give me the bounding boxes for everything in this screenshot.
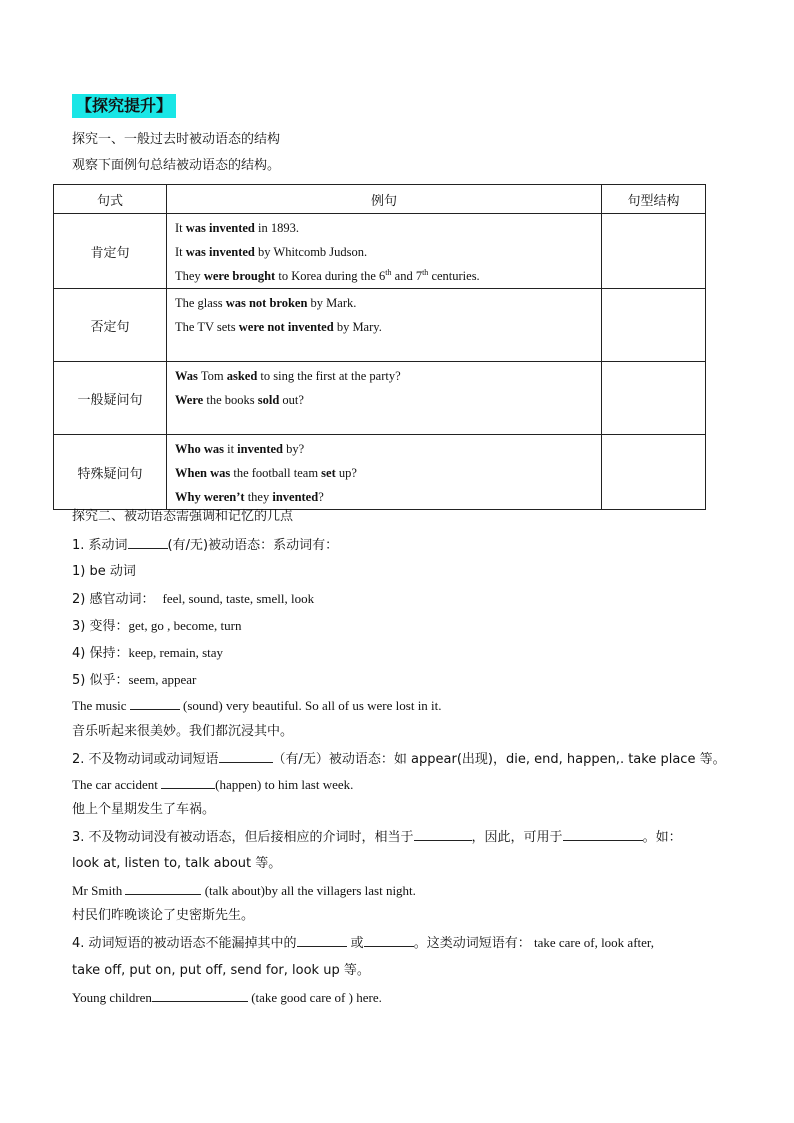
answer-blank[interactable]: [297, 934, 347, 947]
passive-structure-table: [53, 184, 706, 510]
table-row-wh-question: [54, 435, 706, 510]
answer-blank[interactable]: [364, 934, 414, 947]
table-header-row: [54, 185, 706, 214]
exercise-sentence: Young children (take good care of ) here.: [72, 990, 382, 1005]
example-sentence: The glass was not broken by Mark.: [175, 296, 357, 310]
point-three: 3. 不及物动词没有被动语态，但后接相应的介词时，相当于 ，因此，可用于 。如：: [72, 830, 682, 845]
exercise-translation: 他上个星期发生了车祸。: [72, 802, 216, 817]
linking-verb-item: 1) be 动词: [72, 564, 136, 579]
row-label: 特殊疑问句: [54, 435, 167, 510]
linking-verb-item: 5) 似乎：seem, appear: [72, 672, 197, 688]
inquiry-one-title: 探究一、一般过去时被动语态的结构: [72, 132, 281, 147]
structure-answer-cell[interactable]: [602, 289, 706, 362]
example-sentence: When was the football team set up?: [175, 466, 357, 480]
structure-answer-cell[interactable]: [602, 214, 706, 289]
linking-verb-item: 3) 变得：get, go , become, turn: [72, 618, 242, 634]
answer-blank[interactable]: [130, 697, 180, 710]
example-sentence: The TV sets were not invented by Mary.: [175, 320, 382, 334]
example-sentence: Who was it invented by?: [175, 442, 305, 456]
table-row-negative: [54, 289, 706, 362]
answer-blank[interactable]: [219, 750, 273, 763]
example-sentence: It was invented in 1893.: [175, 221, 299, 235]
structure-answer-cell[interactable]: [602, 362, 706, 435]
example-sentence: Were the books sold out?: [175, 393, 304, 407]
example-sentence: Why weren’t they invented?: [175, 490, 324, 504]
exercise-translation: 音乐听起来很美妙。我们都沉浸其中。: [72, 724, 294, 739]
example-sentence: They were brought to Korea during the 6th and 7th centuries.: [175, 267, 480, 283]
answer-blank[interactable]: [125, 882, 201, 895]
exercise-translation: 村民们昨晚谈论了史密斯先生。: [72, 908, 255, 923]
example-cell: [167, 435, 602, 510]
answer-blank[interactable]: [414, 828, 472, 841]
example-sentence: It was invented by Whitcomb Judson.: [175, 245, 368, 259]
point-four-examples: take off, put on, put off, send for, look up 等。: [72, 963, 370, 978]
example-cell: [167, 289, 602, 362]
inquiry-one-instruction: 观察下面例句总结被动语态的结构。: [72, 158, 281, 173]
exercise-sentence: The music (sound) very beautiful. So all of us were lost in it.: [72, 698, 442, 713]
point-four: 4. 动词短语的被动语态不能漏掉其中的 或 。这类动词短语有： take care of, look after,: [72, 935, 654, 951]
example-cell: [167, 214, 602, 289]
inquiry-two-title: 探究二、被动语态需强调和记忆的几点: [72, 509, 294, 524]
example-cell: [167, 362, 602, 435]
linking-verb-item: 4) 保持：keep, remain, stay: [72, 645, 224, 661]
answer-blank[interactable]: [152, 989, 248, 1002]
header-example: 例句: [167, 185, 602, 214]
structure-answer-cell[interactable]: [602, 435, 706, 510]
answer-blank[interactable]: [128, 536, 168, 549]
linking-verb-item: 2) 感官动词： feel, sound, taste, smell, look: [72, 591, 315, 607]
exercise-sentence: The car accident (happen) to him last week.: [72, 777, 354, 792]
answer-blank[interactable]: [161, 776, 215, 789]
example-sentence: Was Tom asked to sing the first at the party?: [175, 369, 401, 383]
row-label: 肯定句: [54, 214, 167, 289]
header-structure: 句型结构: [602, 185, 706, 214]
point-one: 1. 系动词 (有/无)被动语态：系动词有：: [72, 538, 339, 553]
point-two: 2. 不及物动词或动词短语 （有/无）被动语态：如 appear(出现)，die, end, happen,. take place 等。: [72, 752, 726, 767]
header-sentence-type: 句式: [54, 185, 167, 214]
table-row-affirmative: [54, 214, 706, 289]
exercise-sentence: Mr Smith (talk about)by all the villagers last night.: [72, 883, 416, 898]
table-row-yes-no-question: [54, 362, 706, 435]
answer-blank[interactable]: [563, 828, 643, 841]
row-label: 一般疑问句: [54, 362, 167, 435]
point-three-examples: look at, listen to, talk about 等。: [72, 856, 282, 871]
section-heading: 【探究提升】: [72, 94, 176, 118]
row-label: 否定句: [54, 289, 167, 362]
